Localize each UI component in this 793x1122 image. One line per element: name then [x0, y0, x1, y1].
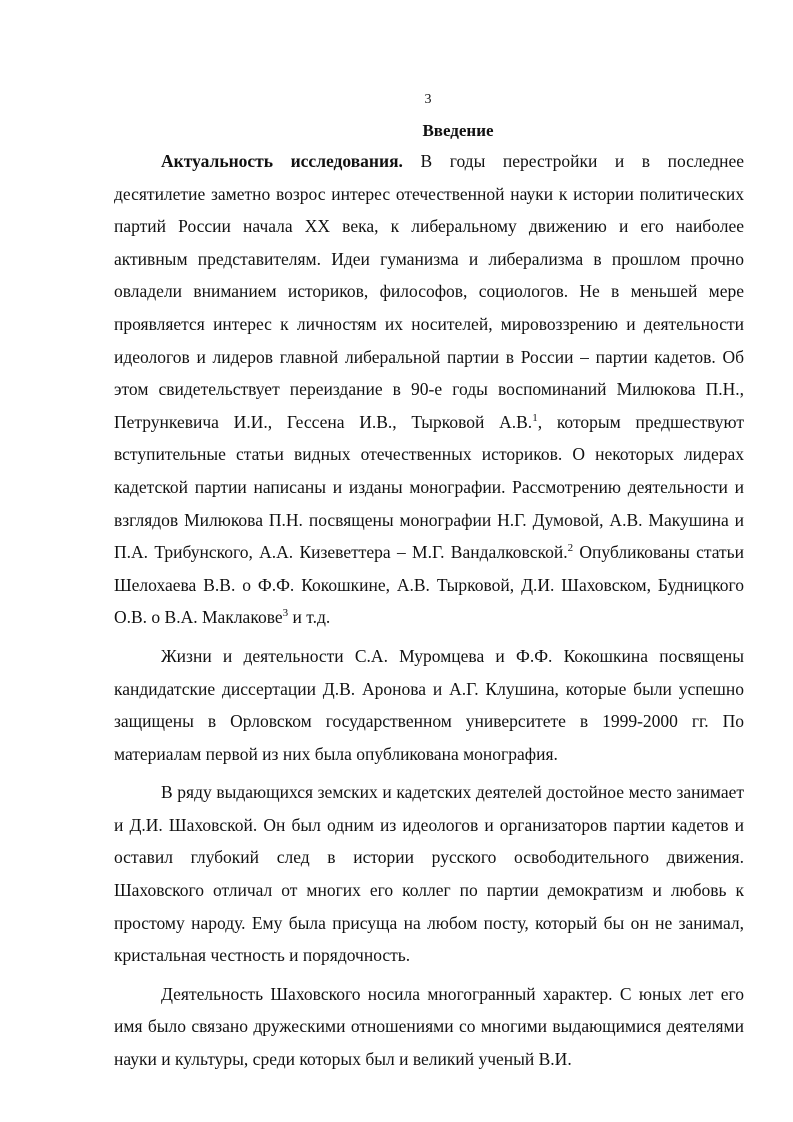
body-text — [114, 145, 744, 1076]
paragraph-text: В годы перестройки и в последнее десятилетие заметно возрос интерес отечественной науки к истории политических партий России начала XX века, к либеральному движению и его наиболее активным представителям. Идеи гуманизма и либерализма в прошлом прочно овладели вниманием историков, философов, социологов. Не в меньшей мере проявляется интерес к личностям их носителей, мировоззрению и деятельности идеологов и лидеров главной либеральной партии в России – партии кадетов. Об этом свидетельствует переиздание в 90-е годы воспоминаний Милюкова П.Н., Петрункевича И.И., Гессена И.В., Тырковой А.В. — [114, 151, 744, 432]
page-number: 3 — [424, 92, 432, 107]
paragraph-text: Опубликованы статьи Шелохаева В.В. о Ф.Ф. Кокошкине, А.В. Тырковой, Д.И. Шаховском, Будницкого О.В. о В.А. Маклакове — [114, 542, 745, 628]
footnote-marker: 2 — [567, 542, 574, 555]
paragraph-text: , которым предшествуют вступительные статьи видных отечественных историков. О некоторых лидерах кадетской партии написаны и изданы монографии. Рассмотрению деятельности и взглядов Милюкова П.Н. посвящены монографии Н.Г. Думовой, А.В. Макушина и П.А. Трибунского, А.А. Кизеветтера – М.Г. Вандалковской. — [114, 411, 745, 563]
paragraph: Деятельность Шаховского носила многогранный характер. С юных лет его имя было связано дружескими отношениями со многими выдающимися деятелями науки и культуры, среди которых был и великий ученый В.И. — [114, 983, 744, 1070]
footnote-marker: 1 — [532, 411, 538, 424]
paragraph-text: и т.д. — [288, 607, 331, 628]
lead-heading: Актуальность исследования. — [161, 151, 403, 171]
section-title: Введение — [422, 121, 494, 140]
footnote-marker: 3 — [282, 607, 289, 620]
paragraph: Жизни и деятельности С.А. Муромцева и Ф.Ф. Кокошкина посвящены кандидатские диссертации Д.В. Аронова и А.Г. Клушина, которые были успешно защищены в Орловском государственном университете в 1999-2000 гг. По материалам первой из них была опубликована монография. — [114, 645, 744, 764]
paragraph-relevance — [114, 145, 744, 634]
paragraph: В ряду выдающихся земских и кадетских деятелей достойное место занимает и Д.И. Шаховской. Он был одним из идеологов и организаторов партии кадетов и оставил глубокий след в истории русского освободительного движения. Шаховского отличал от многих его коллег по партии демократизм и любовь к простому народу. Ему была присуща на любом посту, который бы он не занимал, кристальная честность и порядочность. — [114, 782, 744, 966]
